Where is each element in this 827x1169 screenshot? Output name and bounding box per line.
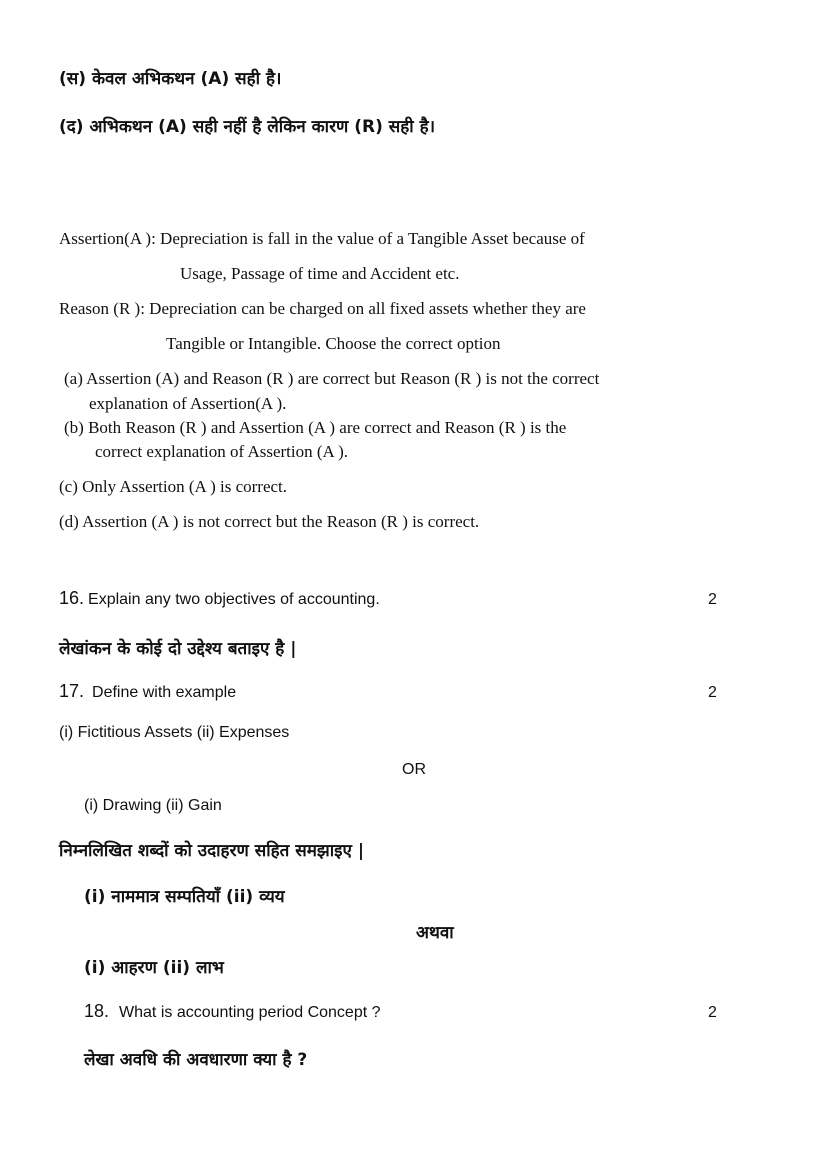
q17-text: Define with example bbox=[92, 684, 237, 701]
hindi-option-c: (स) केवल अभिकथन (A) सही है। bbox=[59, 69, 282, 89]
q15-option-b-line1: (b) Both Reason (R ) and Assertion (A ) are correct and Reason (R ) is the bbox=[64, 418, 567, 437]
q16-line bbox=[59, 588, 380, 609]
q17-marks: 2 bbox=[708, 684, 717, 701]
q15-reason-line1: Reason (R ): Depreciation can be charged on all fixed assets whether they are bbox=[59, 299, 586, 318]
q16-hindi: लेखांकन के कोई दो उद्देश्य बताइए है | bbox=[59, 639, 297, 659]
q15-option-c: (c) Only Assertion (A ) is correct. bbox=[59, 477, 288, 496]
q15-option-b-line2: correct explanation of Assertion (A ). bbox=[95, 442, 349, 461]
q15-option-a-line1: (a) Assertion (A) and Reason (R ) are correct but Reason (R ) is not the correct bbox=[64, 369, 600, 388]
q18-line bbox=[84, 1001, 381, 1022]
q16-number: 16. bbox=[59, 588, 85, 608]
q18-hindi: लेखा अवधि की अवधारणा क्या है ? bbox=[84, 1050, 308, 1070]
q17-items: (i) Fictitious Assets (ii) Expenses bbox=[59, 724, 290, 741]
q17-or: OR bbox=[402, 761, 426, 778]
q15-assertion-line1: Assertion(A ): Depreciation is fall in the value of a Tangible Asset because of bbox=[59, 229, 585, 248]
q17-line bbox=[59, 681, 236, 702]
q18-marks: 2 bbox=[708, 1004, 717, 1021]
q17-alt-items: (i) Drawing (ii) Gain bbox=[84, 797, 222, 814]
q17-hindi: निम्नलिखित शब्दों को उदाहरण सहित समझाइए | bbox=[59, 841, 365, 861]
q15-option-a-line2: explanation of Assertion(A ). bbox=[89, 394, 287, 413]
q18-number: 18. bbox=[84, 1001, 110, 1021]
q15-option-d: (d) Assertion (A ) is not correct but the Reason (R ) is correct. bbox=[59, 512, 480, 531]
hindi-option-d: (द) अभिकथन (A) सही नहीं है लेकिन कारण (R) सही है। bbox=[59, 117, 436, 137]
q17-hindi-items: (i) नाममात्र सम्पतियाँ (ii) व्यय bbox=[84, 887, 285, 907]
q17-hindi-alt-items: (i) आहरण (ii) लाभ bbox=[84, 958, 224, 978]
q15-reason-line2: Tangible or Intangible. Choose the correct option bbox=[166, 334, 501, 353]
q16-marks: 2 bbox=[708, 591, 717, 608]
q15-assertion-line2: Usage, Passage of time and Accident etc. bbox=[180, 264, 460, 283]
q18-text: What is accounting period Concept ? bbox=[119, 1004, 381, 1021]
q16-text: Explain any two objectives of accounting. bbox=[88, 591, 380, 608]
q17-hindi-or: अथवा bbox=[416, 923, 454, 943]
q17-number: 17. bbox=[59, 681, 85, 701]
